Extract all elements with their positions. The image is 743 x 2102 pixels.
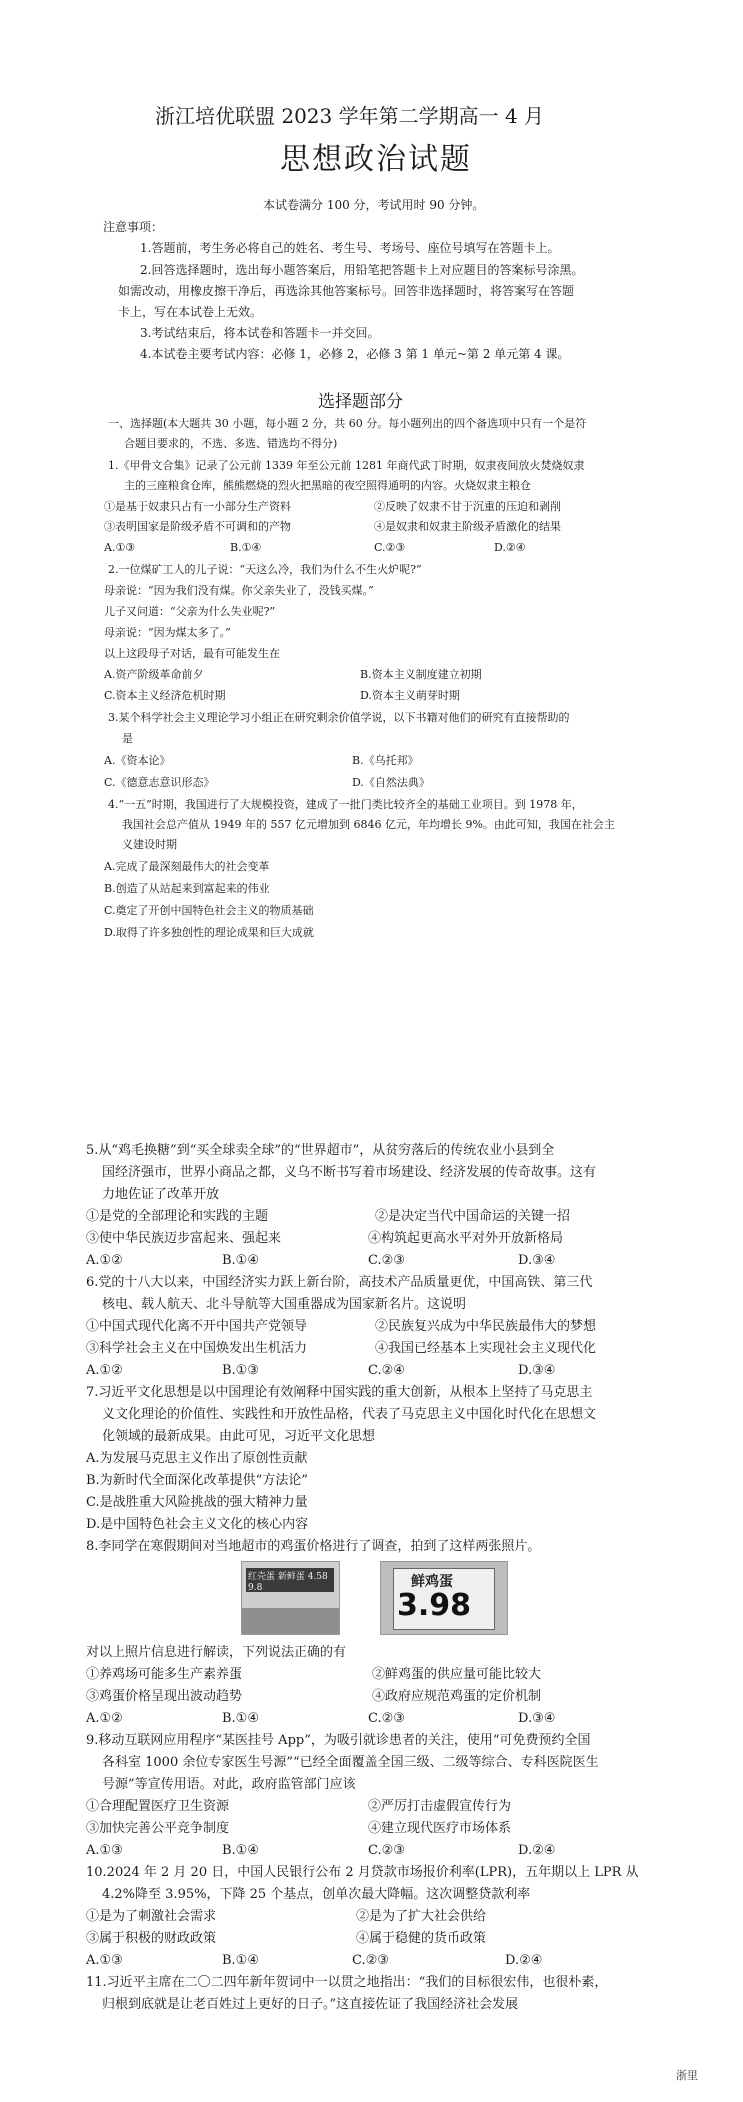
q1-choice-c: C.②③ — [374, 541, 406, 554]
q2-stem: 2.一位煤矿工人的儿子说：“天这么冷，我们为什么不生火炉呢?” — [108, 563, 422, 576]
q2-choice-b: B.资本主义制度建立初期 — [360, 668, 482, 681]
q2-choice-d: D.资本主义萌芽时期 — [360, 689, 460, 702]
q4-stem: 我国社会总产值从 1949 年的 557 亿元增加到 6846 亿元，年均增长 9%。由此可知，我国在社会主 — [122, 818, 615, 831]
q10-option: ④属于稳健的货币政策 — [356, 1931, 487, 1946]
q1-option: ②反映了奴隶不甘于沉重的压迫和剥削 — [374, 500, 561, 513]
q9-option: ②严厉打击虚假宣传行为 — [368, 1799, 512, 1814]
q5-stem: 国经济强市，世界小商品之都，义乌不断书写着市场建设、经济发展的传奇故事。这有 — [102, 1165, 597, 1180]
photo-1-text: 红壳蛋 新鲜蛋 4.58 9.8 — [248, 1572, 328, 1593]
q9-option: ①合理配置医疗卫生资源 — [86, 1799, 230, 1814]
q8-option: ①养鸡场可能多生产素养蛋 — [86, 1667, 243, 1682]
q9-choice-a: A.①③ — [86, 1843, 123, 1858]
q5-option: ④构筑起更高水平对外开放新格局 — [368, 1231, 564, 1246]
q1-stem: 主的三座粮食仓库，熊熊燃烧的烈火把黑暗的夜空照得通明的内容。火烧奴隶主粮仓 — [124, 479, 531, 492]
q4-choice-b: B.创造了从站起来到富起来的伟业 — [104, 882, 270, 895]
q10-option: ①是为了刺激社会需求 — [86, 1909, 217, 1924]
q1-option: ①是基于奴隶只占有一小部分生产资料 — [104, 500, 291, 513]
q3-stem: 是 — [122, 732, 133, 745]
q7-stem: 义文化理论的价值性、实践性和开放性品格，代表了马克思主义中国化时代化在思想文 — [102, 1407, 597, 1422]
q3-stem: 3.某个科学社会主义理论学习小组正在研究剩余价值学说，以下书籍对他们的研究有直接帮助的 — [108, 711, 570, 724]
q6-stem: 核电、载人航天、北斗导航等大国重器成为国家新名片。这说明 — [102, 1297, 467, 1312]
q5-choice-c: C.②③ — [368, 1253, 405, 1268]
q8-option: ③鸡蛋价格呈现出波动趋势 — [86, 1689, 243, 1704]
q10-choice-b: B.①④ — [222, 1953, 259, 1968]
q8-stem: 8.李同学在寒假期间对当地超市的鸡蛋价格进行了调查，拍到了这样两张照片。 — [86, 1539, 541, 1554]
exam-title: 思想政治试题 — [280, 142, 472, 177]
q5-option: ②是决定当代中国命运的关键一招 — [375, 1209, 571, 1224]
q4-stem: 义建设时期 — [122, 838, 177, 851]
q10-option: ②是为了扩大社会供给 — [356, 1909, 487, 1924]
q10-stem: 10.2024 年 2 月 20 日，中国人民银行公布 2 月贷款市场报价利率(LPR)，五年期以上 LPR 从 — [86, 1865, 639, 1880]
exam-info: 本试卷满分 100 分，考试用时 90 分钟。 — [263, 198, 485, 212]
q3-choice-d: D.《自然法典》 — [352, 776, 430, 789]
q1-stem: 1.《甲骨文合集》记录了公元前 1339 年至公元前 1281 年商代武丁时期，奴隶夜间放火焚烧奴隶 — [108, 459, 585, 472]
q2-stem: 母亲说：“因为我们没有煤。你父亲失业了，没钱买煤。” — [104, 584, 374, 597]
q4-stem: 4.“一五”时期，我国进行了大规模投资，建成了一批门类比较齐全的基础工业项目。到 1978 年， — [108, 798, 583, 811]
q5-choice-a: A.①② — [86, 1253, 123, 1268]
q5-choice-b: B.①④ — [222, 1253, 259, 1268]
q8-stem: 对以上照片信息进行解读，下列说法正确的有 — [86, 1645, 347, 1660]
q9-option: ③加快完善公平竞争制度 — [86, 1821, 230, 1836]
q3-choice-c: C.《德意志意识形态》 — [104, 776, 215, 789]
notice-title: 注意事项： — [103, 220, 164, 234]
notice-item: 2.回答选择题时，选出每小题答案后，用铅笔把答题卡上对应题目的答案标号涂黑。 — [140, 263, 584, 277]
q1-choice-b: B.①④ — [230, 541, 262, 554]
q3-choice-b: B.《乌托邦》 — [352, 754, 419, 767]
notice-item: 卡上，写在本试卷上无效。 — [118, 305, 263, 319]
q10-option: ③属于积极的财政政策 — [86, 1931, 217, 1946]
q10-stem: 4.2%降至 3.95%，下降 25 个基点，创单次最大降幅。这次调整贷款利率 — [102, 1887, 531, 1902]
photo-2-price: 3.98 — [397, 1588, 472, 1623]
q7-choice-c: C.是战胜重大风险挑战的强大精神力量 — [86, 1495, 308, 1510]
q8-choice-c: C.②③ — [368, 1711, 405, 1726]
section-intro: 合题目要求的，不选、多选、错选均不得分) — [124, 437, 338, 450]
q1-choice-d: D.②④ — [494, 541, 526, 554]
page-watermark: 浙里 — [676, 2069, 698, 2082]
q8-option: ②鲜鸡蛋的供应量可能比较大 — [372, 1667, 542, 1682]
q7-choice-b: B.为新时代全面深化改革提供“方法论” — [86, 1473, 308, 1488]
q6-option: ④我国已经基本上实现社会主义现代化 — [375, 1341, 597, 1356]
q6-option: ①中国式现代化离不开中国共产党领导 — [86, 1319, 308, 1334]
q5-option: ①是党的全部理论和实践的主题 — [86, 1209, 269, 1224]
q8-option: ④政府应规范鸡蛋的定价机制 — [372, 1689, 542, 1704]
section-title: 选择题部分 — [318, 392, 403, 412]
q2-stem: 以上这段母子对话，最有可能发生在 — [104, 647, 280, 660]
notice-item: 3.考试结束后，将本试卷和答题卡一并交回。 — [140, 326, 380, 340]
q10-choice-d: D.②④ — [505, 1953, 543, 1968]
q1-choice-a: A.①③ — [104, 541, 136, 554]
q11-stem: 11.习近平主席在二〇二四年新年贺词中一以贯之地指出：“我们的目标很宏伟，也很朴素， — [86, 1975, 608, 1990]
q9-choice-c: C.②③ — [368, 1843, 405, 1858]
q6-choice-b: B.①③ — [222, 1363, 259, 1378]
section-intro: 一、选择题(本大题共 30 小题，每小题 2 分，共 60 分。每小题列出的四个备选项中只有一个是符 — [108, 417, 587, 430]
q8-choice-a: A.①② — [86, 1711, 123, 1726]
q9-stem: 号源”等宣传用语。对此，政府监管部门应该 — [102, 1777, 356, 1792]
q2-stem: 儿子又问道：“父亲为什么失业呢?” — [104, 605, 276, 618]
q6-choice-d: D.③④ — [518, 1363, 556, 1378]
q6-option: ③科学社会主义在中国焕发出生机活力 — [86, 1341, 308, 1356]
q2-choice-c: C.资本主义经济危机时期 — [104, 689, 226, 702]
q9-stem: 9.移动互联网应用程序“某医挂号 App”，为吸引就诊患者的关注，使用“可免费预约全国 — [86, 1733, 591, 1748]
q10-choice-a: A.①③ — [86, 1953, 123, 1968]
q6-choice-a: A.①② — [86, 1363, 123, 1378]
q9-stem: 各科室 1000 余位专家医生号源”“已经全面覆盖全国三级、二级等综合、专科医院医生 — [102, 1755, 599, 1770]
q10-choice-c: C.②③ — [352, 1953, 389, 1968]
q7-stem: 7.习近平文化思想是以中国理论有效阐释中国实践的重大创新，从根本上坚持了马克思主 — [86, 1385, 593, 1400]
q1-option: ④是奴隶和奴隶主阶级矛盾激化的结果 — [374, 520, 561, 533]
notice-item: 1.答题前，考生务必将自己的姓名、考生号、考场号、座位号填写在答题卡上。 — [140, 241, 560, 255]
q2-stem: 母亲说：“因为煤太多了。” — [104, 626, 231, 639]
q9-choice-b: B.①④ — [222, 1843, 259, 1858]
exam-header-line1: 浙江培优联盟 2023 学年第二学期高一 4 月 — [155, 104, 545, 128]
q4-choice-a: A.完成了最深刻最伟大的社会变革 — [104, 860, 270, 873]
egg-price-photo-2 — [380, 1561, 508, 1635]
photo-2-label: 鲜鸡蛋 — [411, 1574, 453, 1590]
q5-stem: 力地佐证了改革开放 — [102, 1187, 220, 1202]
q11-stem: 归根到底就是让老百姓过上更好的日子。”这直接佐证了我国经济社会发展 — [102, 1997, 519, 2012]
q7-choice-a: A.为发展马克思主义作出了原创性贡献 — [86, 1451, 308, 1466]
egg-price-photo-1 — [241, 1561, 340, 1635]
q1-option: ③表明国家是阶级矛盾不可调和的产物 — [104, 520, 291, 533]
q4-choice-c: C.奠定了开创中国特色社会主义的物质基础 — [104, 904, 314, 917]
q7-stem: 化领域的最新成果。由此可见，习近平文化思想 — [102, 1429, 376, 1444]
notice-item: 如需改动，用橡皮擦干净后，再选涂其他答案标号。回答非选择题时，将答案写在答题 — [118, 284, 575, 298]
q6-choice-c: C.②④ — [368, 1363, 405, 1378]
q5-choice-d: D.③④ — [518, 1253, 556, 1268]
q2-choice-a: A.资产阶级革命前夕 — [104, 668, 204, 681]
q8-choice-d: D.③④ — [518, 1711, 556, 1726]
q9-option: ④建立现代医疗市场体系 — [368, 1821, 512, 1836]
q5-stem: 5.从“鸡毛换糖”到“买全球卖全球”的“世界超市”，从贫穷落后的传统农业小县到全 — [86, 1143, 555, 1158]
notice-item: 4.本试卷主要考试内容：必修 1，必修 2，必修 3 第 1 单元~第 2 单元第 4 课。 — [140, 347, 570, 361]
q8-choice-b: B.①④ — [222, 1711, 259, 1726]
q7-choice-d: D.是中国特色社会主义文化的核心内容 — [86, 1517, 309, 1532]
q6-option: ②民族复兴成为中华民族最伟大的梦想 — [375, 1319, 597, 1334]
q5-option: ③使中华民族迈步富起来、强起来 — [86, 1231, 282, 1246]
q3-choice-a: A.《资本论》 — [104, 754, 171, 767]
q9-choice-d: D.②④ — [518, 1843, 556, 1858]
q6-stem: 6.党的十八大以来，中国经济实力跃上新台阶，高技术产品质量更优，中国高铁、第三代 — [86, 1275, 593, 1290]
q4-choice-d: D.取得了许多独创性的理论成果和巨大成就 — [104, 926, 314, 939]
